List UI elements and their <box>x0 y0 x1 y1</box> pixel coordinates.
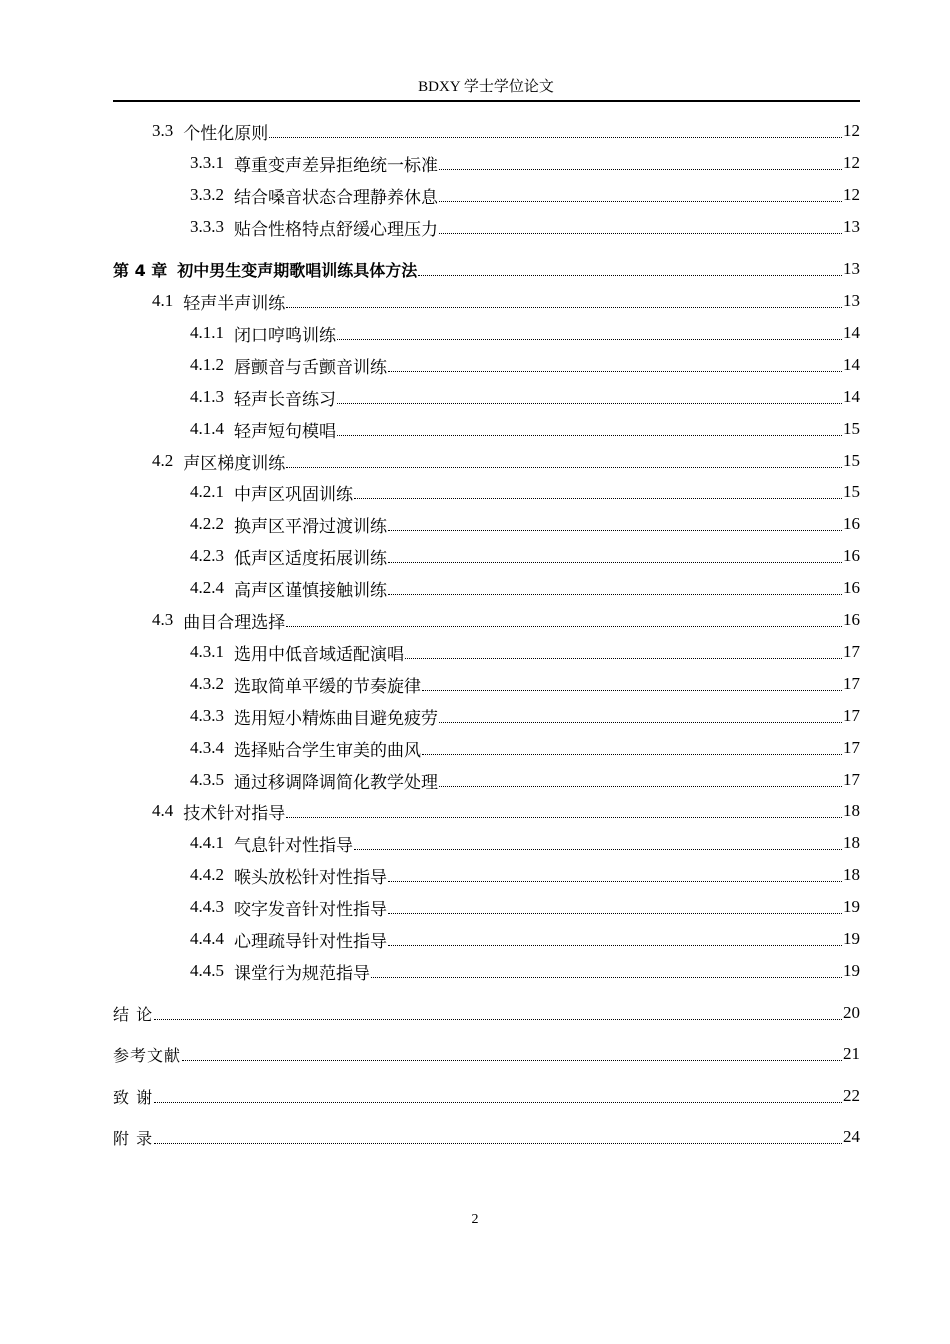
toc-entry[interactable] <box>113 892 860 922</box>
toc-entry[interactable] <box>113 212 860 242</box>
toc-entry-number: 第 4 章 <box>113 260 168 280</box>
toc-entry-title: 心理疏导针对性指导 <box>234 931 387 951</box>
toc-entry-title: 个性化原则 <box>183 123 269 143</box>
toc-entry-page: 21 <box>843 1044 860 1063</box>
dot-leader <box>182 1039 842 1069</box>
toc-entry-title: 附 录 <box>113 1128 154 1148</box>
dot-leader <box>388 573 842 603</box>
toc-entry-number: 3.3.2 <box>190 185 224 204</box>
toc-entry-page: 19 <box>843 961 860 980</box>
toc-entry-number: 4.1 <box>152 291 174 310</box>
toc-entry-number: 3.3 <box>152 121 174 140</box>
toc-entry-title: 唇颤音与舌颤音训练 <box>234 357 387 377</box>
toc-entry-page: 13 <box>843 291 860 310</box>
toc-entry-page: 17 <box>843 706 860 725</box>
dot-leader <box>439 148 842 178</box>
toc-entry[interactable] <box>113 573 860 603</box>
toc-entry-page: 16 <box>843 578 860 597</box>
toc-entry-page: 24 <box>843 1127 860 1146</box>
toc-entry-number: 4.3.2 <box>190 674 224 693</box>
toc-entry[interactable] <box>113 765 860 795</box>
toc-entry-number: 4.4 <box>152 801 174 820</box>
toc-entry-page: 15 <box>843 482 860 501</box>
toc-entry-number: 3.3.3 <box>190 217 224 236</box>
toc-entry-title: 气息针对性指导 <box>234 835 353 855</box>
toc-entry-page: 15 <box>843 419 860 438</box>
toc-entry[interactable] <box>113 148 860 178</box>
toc-entry-title: 轻声半声训练 <box>183 293 286 313</box>
toc-entry[interactable] <box>113 286 860 316</box>
toc-entry-number: 4.4.3 <box>190 897 224 916</box>
toc-entry-number: 4.2 <box>152 451 174 470</box>
toc-entry[interactable] <box>113 1122 860 1152</box>
toc-entry-page: 18 <box>843 801 860 820</box>
toc-entry[interactable] <box>113 796 860 826</box>
dot-leader <box>439 765 842 795</box>
toc-entry-page: 14 <box>843 323 860 342</box>
toc-entry[interactable] <box>113 733 860 763</box>
toc-entry-title: 致 谢 <box>113 1087 154 1107</box>
toc-entry-title: 曲目合理选择 <box>183 612 286 632</box>
dot-leader <box>286 605 842 635</box>
dot-leader <box>154 1081 842 1111</box>
dot-leader <box>388 350 842 380</box>
toc-entry-page: 19 <box>843 929 860 948</box>
dot-leader <box>354 477 842 507</box>
toc-entry-title: 换声区平滑过渡训练 <box>234 516 387 536</box>
dot-leader <box>418 254 842 284</box>
dot-leader <box>405 637 842 667</box>
toc-entry-title: 闭口哼鸣训练 <box>234 325 336 345</box>
toc-entry-title: 选用短小精炼曲目避免疲劳 <box>234 708 438 728</box>
header-rule <box>113 100 860 102</box>
dot-leader <box>371 956 842 986</box>
toc-entry-page: 18 <box>843 865 860 884</box>
toc-entry-number: 4.3.3 <box>190 706 224 725</box>
toc-entry-number: 4.1.3 <box>190 387 224 406</box>
dot-leader <box>354 828 842 858</box>
toc-entry-title: 结 论 <box>113 1004 154 1024</box>
toc-entry-title: 低声区适度拓展训练 <box>234 548 387 568</box>
toc-entry-title: 选用中低音域适配演唱 <box>234 644 404 664</box>
toc-entry[interactable] <box>113 860 860 890</box>
toc-entry-title: 喉头放松针对性指导 <box>234 867 387 887</box>
toc-entry-title: 选取简单平缓的节奏旋律 <box>234 676 421 696</box>
toc-entry[interactable] <box>113 318 860 348</box>
toc-entry-number: 4.1.1 <box>190 323 224 342</box>
toc-entry-number: 4.3.4 <box>190 738 224 757</box>
toc-entry-page: 12 <box>843 121 860 140</box>
toc-entry-title: 咬字发音针对性指导 <box>234 899 387 919</box>
toc-entry-title: 中声区巩固训练 <box>234 484 353 504</box>
toc-entry[interactable] <box>113 828 860 858</box>
toc-entry-title: 初中男生变声期歌唱训练具体方法 <box>177 260 418 280</box>
toc-entry[interactable] <box>113 1081 860 1111</box>
toc-entry[interactable] <box>113 541 860 571</box>
toc-entry-page: 12 <box>843 185 860 204</box>
toc-entry[interactable] <box>113 254 860 284</box>
toc-entry-number: 4.1.4 <box>190 419 224 438</box>
toc-entry-number: 4.4.4 <box>190 929 224 948</box>
toc-entry-title: 轻声长音练习 <box>234 389 336 409</box>
toc-entry[interactable] <box>113 477 860 507</box>
toc-entry-page: 19 <box>843 897 860 916</box>
dot-leader <box>388 924 842 954</box>
toc-entry[interactable] <box>113 414 860 444</box>
toc-entry-number: 4.2.3 <box>190 546 224 565</box>
toc-entry-page: 17 <box>843 738 860 757</box>
toc-entry-title: 结合嗓音状态合理静养休息 <box>234 187 438 207</box>
toc-entry[interactable] <box>113 605 860 635</box>
toc-entry[interactable] <box>113 180 860 210</box>
toc-entry[interactable] <box>113 637 860 667</box>
toc-entry[interactable] <box>113 350 860 380</box>
toc-entry-page: 17 <box>843 642 860 661</box>
toc-entry[interactable] <box>113 924 860 954</box>
toc-entry[interactable] <box>113 116 860 146</box>
dot-leader <box>388 541 842 571</box>
toc-entry-number: 4.4.1 <box>190 833 224 852</box>
toc-entry-page: 15 <box>843 451 860 470</box>
dot-leader <box>439 180 842 210</box>
toc-entry[interactable] <box>113 701 860 731</box>
toc-entry-number: 4.3.1 <box>190 642 224 661</box>
toc-entry-page: 16 <box>843 514 860 533</box>
dot-leader <box>422 669 842 699</box>
toc-entry-title: 课堂行为规范指导 <box>234 963 370 983</box>
dot-leader <box>286 446 842 476</box>
dot-leader <box>337 318 842 348</box>
toc-entry-title: 技术针对指导 <box>183 803 286 823</box>
dot-leader <box>388 860 842 890</box>
dot-leader <box>286 286 842 316</box>
toc-entry-number: 4.2.4 <box>190 578 224 597</box>
dot-leader <box>422 733 842 763</box>
toc-entry-page: 14 <box>843 355 860 374</box>
toc-entry-title: 尊重变声差异拒绝统一标准 <box>234 155 438 175</box>
toc-entry-page: 20 <box>843 1003 860 1022</box>
dot-leader <box>388 892 842 922</box>
toc-entry-page: 16 <box>843 546 860 565</box>
toc-entry-title: 声区梯度训练 <box>183 453 286 473</box>
toc-entry-page: 13 <box>843 259 860 278</box>
dot-leader <box>337 414 842 444</box>
toc-entry-number: 4.1.2 <box>190 355 224 374</box>
toc-entry-title: 轻声短句模唱 <box>234 421 336 441</box>
running-header: BDXY 学士学位论文 <box>418 79 554 95</box>
toc-entry-page: 14 <box>843 387 860 406</box>
toc-entry-number: 4.2.2 <box>190 514 224 533</box>
toc-entry-title: 选择贴合学生审美的曲风 <box>234 740 421 760</box>
toc-entry-title: 贴合性格特点舒缓心理压力 <box>234 219 438 239</box>
toc-entry-page: 22 <box>843 1086 860 1105</box>
toc-entry-page: 17 <box>843 674 860 693</box>
toc-entry-number: 4.3.5 <box>190 770 224 789</box>
toc-entry-page: 18 <box>843 833 860 852</box>
dot-leader <box>286 796 842 826</box>
toc-entry-page: 16 <box>843 610 860 629</box>
toc-entry[interactable] <box>113 669 860 699</box>
toc-entry-number: 3.3.1 <box>190 153 224 172</box>
dot-leader <box>388 509 842 539</box>
dot-leader <box>154 1122 842 1152</box>
toc-entry-title: 通过移调降调简化教学处理 <box>234 772 438 792</box>
dot-leader <box>337 382 842 412</box>
toc-entry-page: 17 <box>843 770 860 789</box>
toc-entry[interactable] <box>113 509 860 539</box>
dot-leader <box>154 998 842 1028</box>
toc-entry[interactable] <box>113 998 860 1028</box>
toc-entry[interactable] <box>113 382 860 412</box>
toc-entry-number: 4.3 <box>152 610 174 629</box>
toc-entry-page: 12 <box>843 153 860 172</box>
toc-entry-title: 参考文献 <box>113 1045 182 1065</box>
dot-leader <box>269 116 842 146</box>
dot-leader <box>439 701 842 731</box>
dot-leader <box>439 212 842 242</box>
page-number: 2 <box>471 1212 479 1227</box>
toc-entry-number: 4.2.1 <box>190 482 224 501</box>
toc-entry-title: 高声区谨慎接触训练 <box>234 580 387 600</box>
toc-entry-number: 4.4.2 <box>190 865 224 884</box>
toc-entry[interactable] <box>113 1039 860 1069</box>
toc-entry-page: 13 <box>843 217 860 236</box>
toc-entry[interactable] <box>113 956 860 986</box>
toc-entry-number: 4.4.5 <box>190 961 224 980</box>
toc-entry[interactable] <box>113 446 860 476</box>
